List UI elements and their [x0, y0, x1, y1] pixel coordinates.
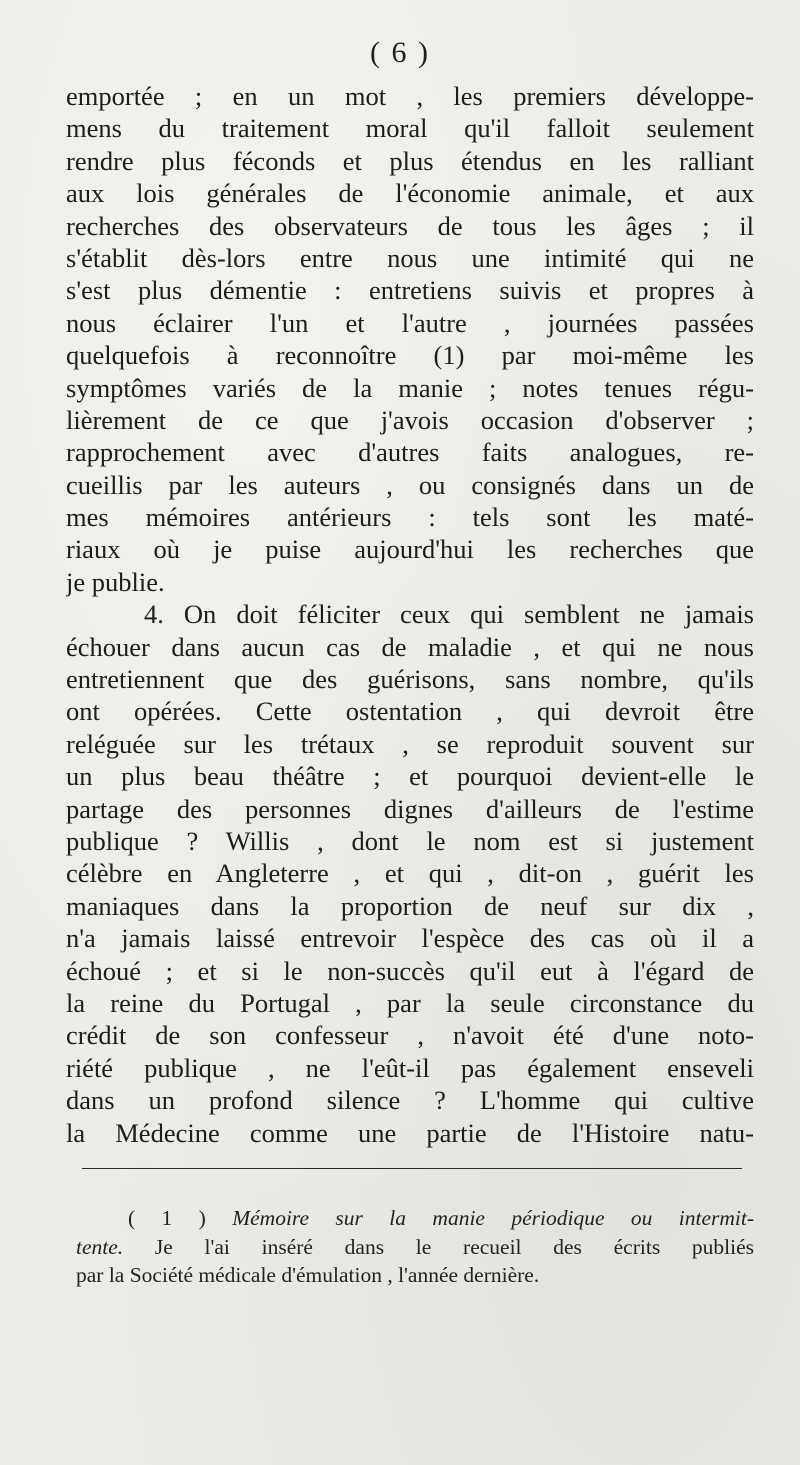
text-line: ont opérées. Cette ostentation , qui devroit être	[66, 696, 754, 727]
main-text-block	[66, 80, 754, 1149]
text-line: s'est plus démentie : entretiens suivis et propres à	[66, 275, 754, 306]
text-line: maniaques dans la proportion de neuf sur dix ,	[66, 890, 754, 921]
footnote-title: Mémoire sur la manie périodique ou intermit-	[232, 1206, 754, 1230]
text-line: entretiennent que des guérisons, sans nombre, qu'ils	[66, 664, 754, 695]
footnote-line	[76, 1233, 754, 1262]
text-line: recherches des observateurs de tous les âges ; il	[66, 210, 754, 241]
footnote-separator-rule	[82, 1168, 742, 1169]
text-line: riété publique , ne l'eût-il pas également enseveli	[66, 1052, 754, 1083]
text-line: mens du traitement moral qu'il falloit seulement	[66, 113, 754, 144]
footnote-text: Je l'ai inséré dans le recueil des écrits publiés	[154, 1234, 754, 1259]
text-line: s'établit dès-lors entre nous une intimité qui ne	[66, 242, 754, 273]
text-line: quelquefois à reconnoître (1) par moi-même les	[66, 340, 754, 371]
text-line: rendre plus féconds et plus étendus en les ralliant	[66, 145, 754, 176]
text-line: un plus beau théâtre ; et pourquoi devient-elle le	[66, 761, 754, 792]
page-number: ( 6 )	[370, 36, 430, 69]
footnote-line: par la Société médicale d'émulation , l'année dernière.	[76, 1263, 540, 1287]
text-line: la Médecine comme une partie de l'Histoire natu-	[66, 1117, 754, 1148]
text-line: la reine du Portugal , par la seule circonstance du	[66, 987, 754, 1018]
text-line: publique ? Willis , dont le nom est si justement	[66, 825, 754, 856]
text-line: rapprochement avec d'autres faits analogues, re-	[66, 437, 754, 468]
text-line: emportée ; en un mot , les premiers développe-	[66, 81, 754, 111]
text-line: reléguée sur les trétaux , se reproduit souvent sur	[66, 728, 754, 759]
text-line: lièrement de ce que j'avois occasion d'observer ;	[66, 404, 754, 435]
text-line: cueillis par les auteurs , ou consignés dans un de	[66, 469, 754, 500]
footnote-marker: ( 1 )	[128, 1206, 206, 1230]
text-line: riaux où je puise aujourd'hui les recherches que	[66, 534, 754, 565]
text-line: crédit de son confesseur , n'avoit été d'une noto-	[66, 1020, 754, 1051]
text-line: échoué ; et si le non-succès qu'il eut à l'égard de	[66, 955, 754, 986]
text-line: mes mémoires antérieurs : tels sont les maté-	[66, 502, 754, 533]
text-line: n'a jamais laissé entrevoir l'espèce des cas où il a	[66, 923, 754, 954]
text-line: dans un profond silence ? L'homme qui cultive	[66, 1085, 754, 1116]
text-line: aux lois générales de l'économie animale, et aux	[66, 178, 754, 209]
text-line: je publie.	[66, 566, 165, 597]
text-line: symptômes variés de la manie ; notes tenues régu-	[66, 372, 754, 403]
paragraph-start-line: 4. On doit féliciter ceux qui semblent ne jamais	[144, 599, 754, 630]
footnote-title-continued: tente.	[76, 1234, 124, 1259]
text-line: célèbre en Angleterre , et qui , dit-on , guérit les	[66, 858, 754, 889]
footnote	[76, 1204, 754, 1290]
text-line: échouer dans aucun cas de maladie , et qui ne nous	[66, 631, 754, 662]
footnote-line	[76, 1204, 754, 1233]
text-line: nous éclairer l'un et l'autre , journées passées	[66, 307, 754, 338]
text-line: partage des personnes dignes d'ailleurs de l'estime	[66, 793, 754, 824]
